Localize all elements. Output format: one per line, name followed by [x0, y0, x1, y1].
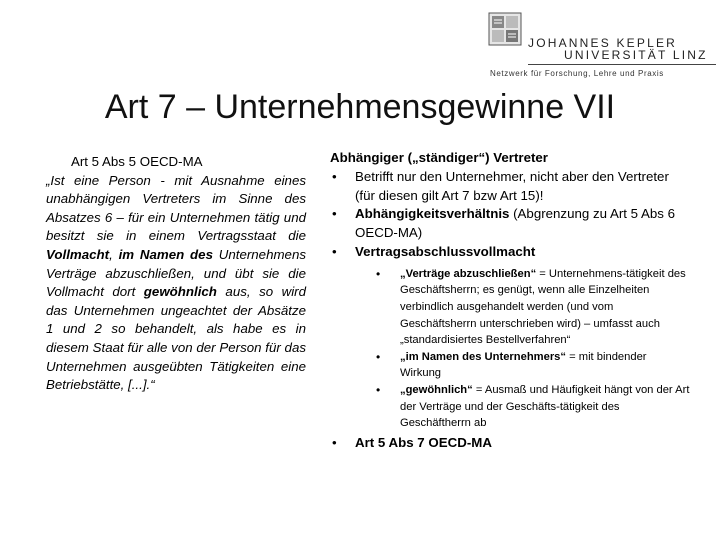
sub-bullet-item [330, 349, 690, 382]
quote-bold-im-namen: im Namen des [118, 246, 213, 262]
left-column [46, 153, 306, 395]
quote-bold-gewoehnlich: gewöhnlich [143, 284, 217, 300]
bullet-bold: Vertragsabschlussvollmacht [355, 243, 536, 259]
sub-bullet-text: = Ausmaß und Häufigkeit hängt von der Art der Verträge und der Geschäfts-tätigkeit des Geschäftherrn ab [400, 383, 690, 430]
logo-line-2: UNIVERSITÄT LINZ [564, 48, 708, 62]
right-heading [330, 149, 690, 168]
bullet-text: Betrifft nur den Unternehmer, nicht aber den Vertreter (für diesen gilt Art 7 bzw Art 15)! [355, 168, 669, 203]
sub-bullet-bold: „im Namen des Unternehmers“ [400, 350, 566, 363]
university-logo [488, 12, 716, 76]
bullet-item [330, 434, 690, 453]
bullet-item [330, 205, 690, 243]
sub-bullet-item [330, 382, 690, 432]
bullet-item [330, 168, 690, 206]
logo-tagline: Netzwerk für Forschung, Lehre und Praxis [490, 69, 664, 78]
logo-divider [528, 64, 716, 65]
university-crest-icon [488, 12, 522, 46]
slide-title: Art 7 – Unternehmensgewinne VII [104, 88, 616, 126]
right-heading-text: Abhängiger („ständiger“) Vertreter [330, 150, 548, 165]
sub-bullet-text: = mit bindender Wirkung [400, 350, 647, 380]
left-heading: Art 5 Abs 5 OECD-MA [71, 154, 203, 169]
quote-text: Unternehmens Verträge abzuschließen, und übt sie die Vollmacht dort [46, 246, 306, 300]
bullet-bold: Art 5 Abs 7 OECD-MA [355, 434, 492, 450]
sub-bullet-bold: „Verträge abzuschließen“ [400, 267, 537, 280]
bullet-item [330, 243, 690, 262]
quote-text: aus, so wird das Unternehmen ungeachtet der Absätze 1 und 2 so behandelt, als habe es in diesem Staat für alle von der Person für das Unternehmen ausgeübten Tätigkeiten eine Betriebstätte, [...].“ [46, 284, 306, 393]
quote-text: , [109, 246, 119, 262]
logo-line-1: JOHANNES KEPLER [528, 36, 678, 50]
bullet-bold: Abhängigkeitsverhältnis [355, 206, 510, 222]
sub-bullet-bold: „gewöhnlich“ [400, 383, 473, 396]
right-column [330, 149, 690, 453]
article-quote [46, 172, 306, 395]
sub-bullet-text: = Unternehmens-tätigkeit des Geschäftsherrn; es genügt, wenn alle Einzelheiten verbindlich ausgehandelt werden (und vom Geschäftsherrn unterschrieben wird) – umfasst auch „standardisiertes Bestellverfahren“ [400, 267, 686, 347]
sub-bullet-item [330, 266, 690, 349]
quote-bold-vollmacht: Vollmacht [46, 246, 110, 262]
bullet-text: (Abgrenzung zu Art 5 Abs 6 OECD-MA) [355, 206, 676, 241]
quote-text: „Ist eine Person - mit Ausnahme eines unabhängigen Vertreters im Sinne des Absatzes 6 – für ein Unternehmen tätig und besitzt sie in einem Vertragsstaat die [46, 172, 306, 244]
